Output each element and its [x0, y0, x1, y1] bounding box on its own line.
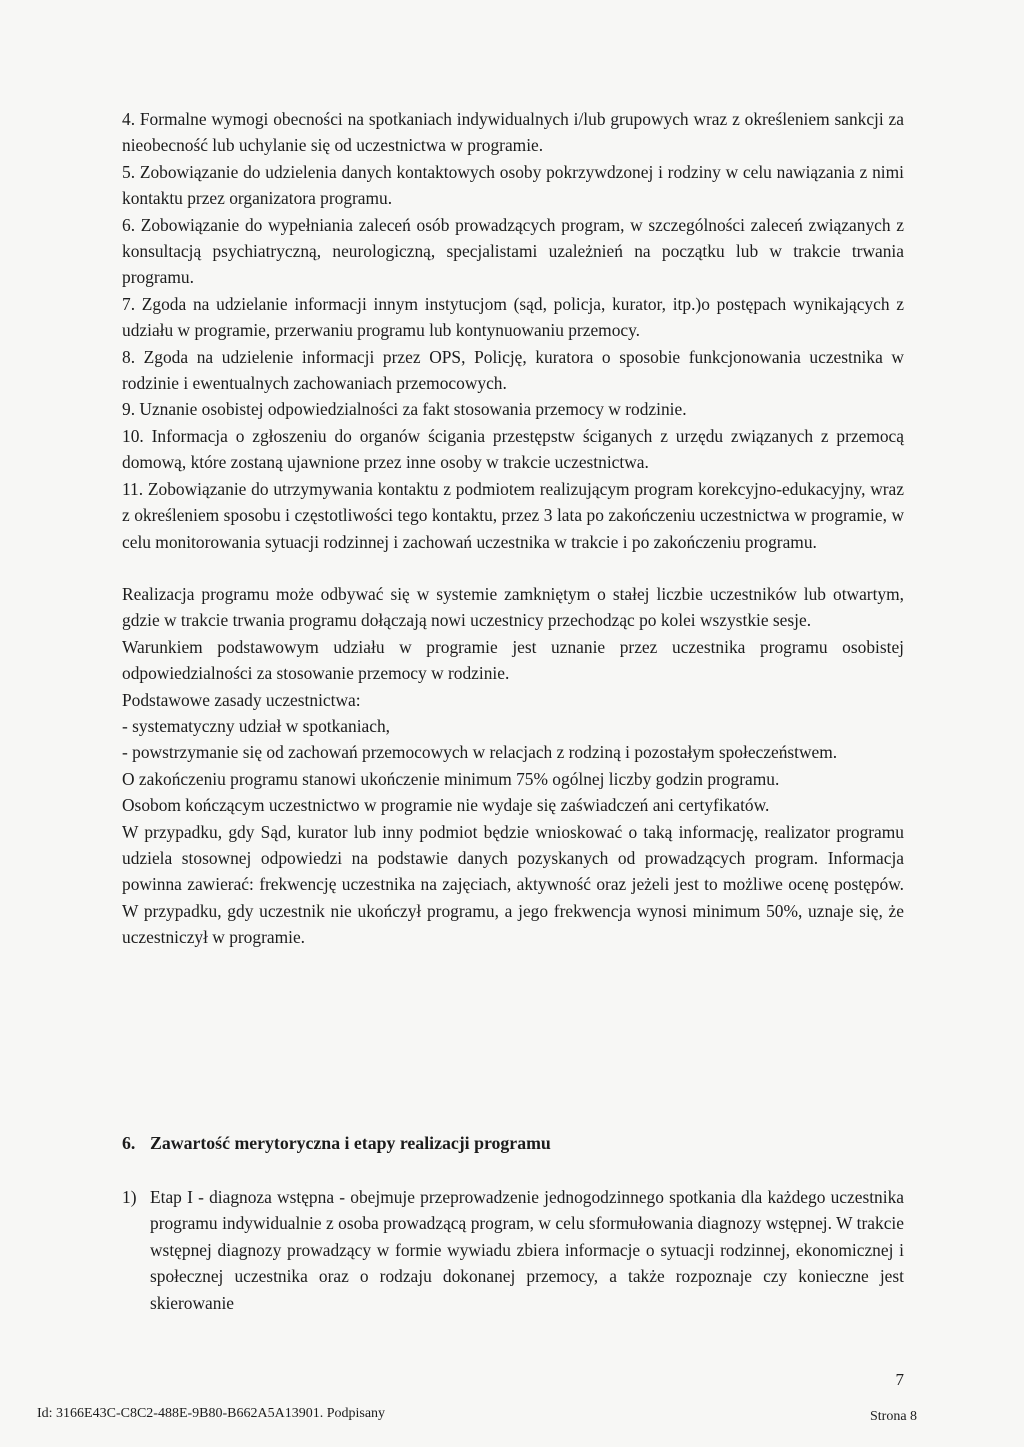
step-text: Etap I - diagnoza wstępna - obejmuje przeprowadzenie jednogodzinnego spotkania dla każdego uczestnika programu indywidualnie z osoba prowadzącą program, w celu sformułowania diagnozy wstępnej. W trakcie wstępnej diagnozy prowadzący w formie wywiadu zbiera informacje o sytuacji rodzinnej, ekonomicznej i społecznej uczestnika oraz o rodzaju dokonanej przemocy, a także rozpoznaje czy konieczne jest skierowanie: [150, 1187, 904, 1313]
list-item: 9. Uznanie osobistej odpowiedzialności za fakt stosowania przemocy w rodzinie.: [122, 399, 687, 420]
footer-page-label: Strona 8: [870, 1409, 918, 1424]
paragraph: Podstawowe zasady uczestnictwa:: [122, 689, 361, 710]
paragraph: - powstrzymanie się od zachowań przemocowych w relacjach z rodziną i pozostałym społeczeństwem.: [122, 742, 838, 763]
section-title: Zawartość merytoryczna i etapy realizacji programu: [150, 1133, 551, 1153]
list-item: 7. Zgoda na udzielanie informacji innym instytucjom (sąd, policja, kurator, itp.)o postępach wynikających z udziału w programie, przerwaniu programu lub kontynuowaniu przemocy.: [122, 293, 904, 341]
list-item: 11. Zobowiązanie do utrzymywania kontaktu z podmiotem realizującym program korekcyjno-edukacyjny, wraz z określeniem sposobu i częstotliwości tego kontaktu, przez 3 lata po zakończeniu uczestnictwa w programie, w celu monitorowania sytuacji rodzinnej i zachowań uczestnika w trakcie i po zakończeniu programu.: [122, 478, 904, 552]
steps-list: [122, 1184, 904, 1316]
paragraph: Warunkiem podstawowym udziału w programie jest uznanie przez uczestnika programu osobistej odpowiedzialności za stosowanie przemocy w rodzinie.: [122, 636, 904, 684]
paragraph: W przypadku, gdy Sąd, kurator lub inny podmiot będzie wnioskować o taką informację, realizator programu udziela stosownej odpowiedzi na podstawie danych pozyskanych od prowadzących program. Informacja powinna zawierać: frekwencję uczestnika na zajęciach, aktywność oraz jeżeli jest to możliwe ocenę postępów. W przypadku, gdy uczestnik nie ukończył programu, a jego frekwencja wynosi minimum 50%, uznaje się, że uczestniczył w programie.: [122, 821, 904, 948]
page-number: 7: [895, 1370, 904, 1389]
section-number: 6.: [122, 1133, 136, 1153]
list-item: 5. Zobowiązanie do udzielenia danych kontaktowych osoby pokrzywdzonej i rodziny w celu nawiązania z nimi kontaktu przez organizatora programu.: [122, 161, 904, 209]
step-item: [122, 1184, 904, 1316]
paragraph: O zakończeniu programu stanowi ukończenie minimum 75% ogólnej liczby godzin programu.: [122, 768, 780, 789]
document-id-footer: Id: 3166E43C-C8C2-488E-9B80-B662A5A13901. Podpisany: [37, 1406, 386, 1421]
document-body: [122, 106, 904, 951]
step-number: 1): [122, 1187, 137, 1207]
list-item: 8. Zgoda na udzielenie informacji przez OPS, Policję, kuratora o sposobie funkcjonowania uczestnika w rodzinie i ewentualnych zachowaniach przemocowych.: [122, 346, 904, 394]
paragraph: Osobom kończącym uczestnictwo w programie nie wydaje się zaświadczeń ani certyfikatów.: [122, 795, 770, 816]
list-item: 6. Zobowiązanie do wypełniania zaleceń osób prowadzących program, w szczególności zaleceń związanych z konsultacją psychiatryczną, neurologiczną, specjalistami uzależnień na początku lub w trakcie trwania programu.: [122, 214, 904, 288]
paragraph: - systematyczny udział w spotkaniach,: [122, 715, 391, 736]
list-item: 4. Formalne wymogi obecności na spotkaniach indywidualnych i/lub grupowych wraz z określeniem sankcji za nieobecność lub uchylanie się od uczestnictwa w programie.: [122, 109, 904, 156]
section-heading: [122, 1130, 904, 1156]
list-item: 10. Informacja o zgłoszeniu do organów ścigania przestępstw ściganych z urzędu związanych z przemocą domową, które zostaną ujawnione przez inne osoby w trakcie uczestnictwa.: [122, 425, 904, 473]
paragraph: Realizacja programu może odbywać się w systemie zamkniętym o stałej liczbie uczestników lub otwartym, gdzie w trakcie trwania programu dołączają nowi uczestnicy przechodząc po kolei wszystkie sesje.: [122, 583, 904, 631]
